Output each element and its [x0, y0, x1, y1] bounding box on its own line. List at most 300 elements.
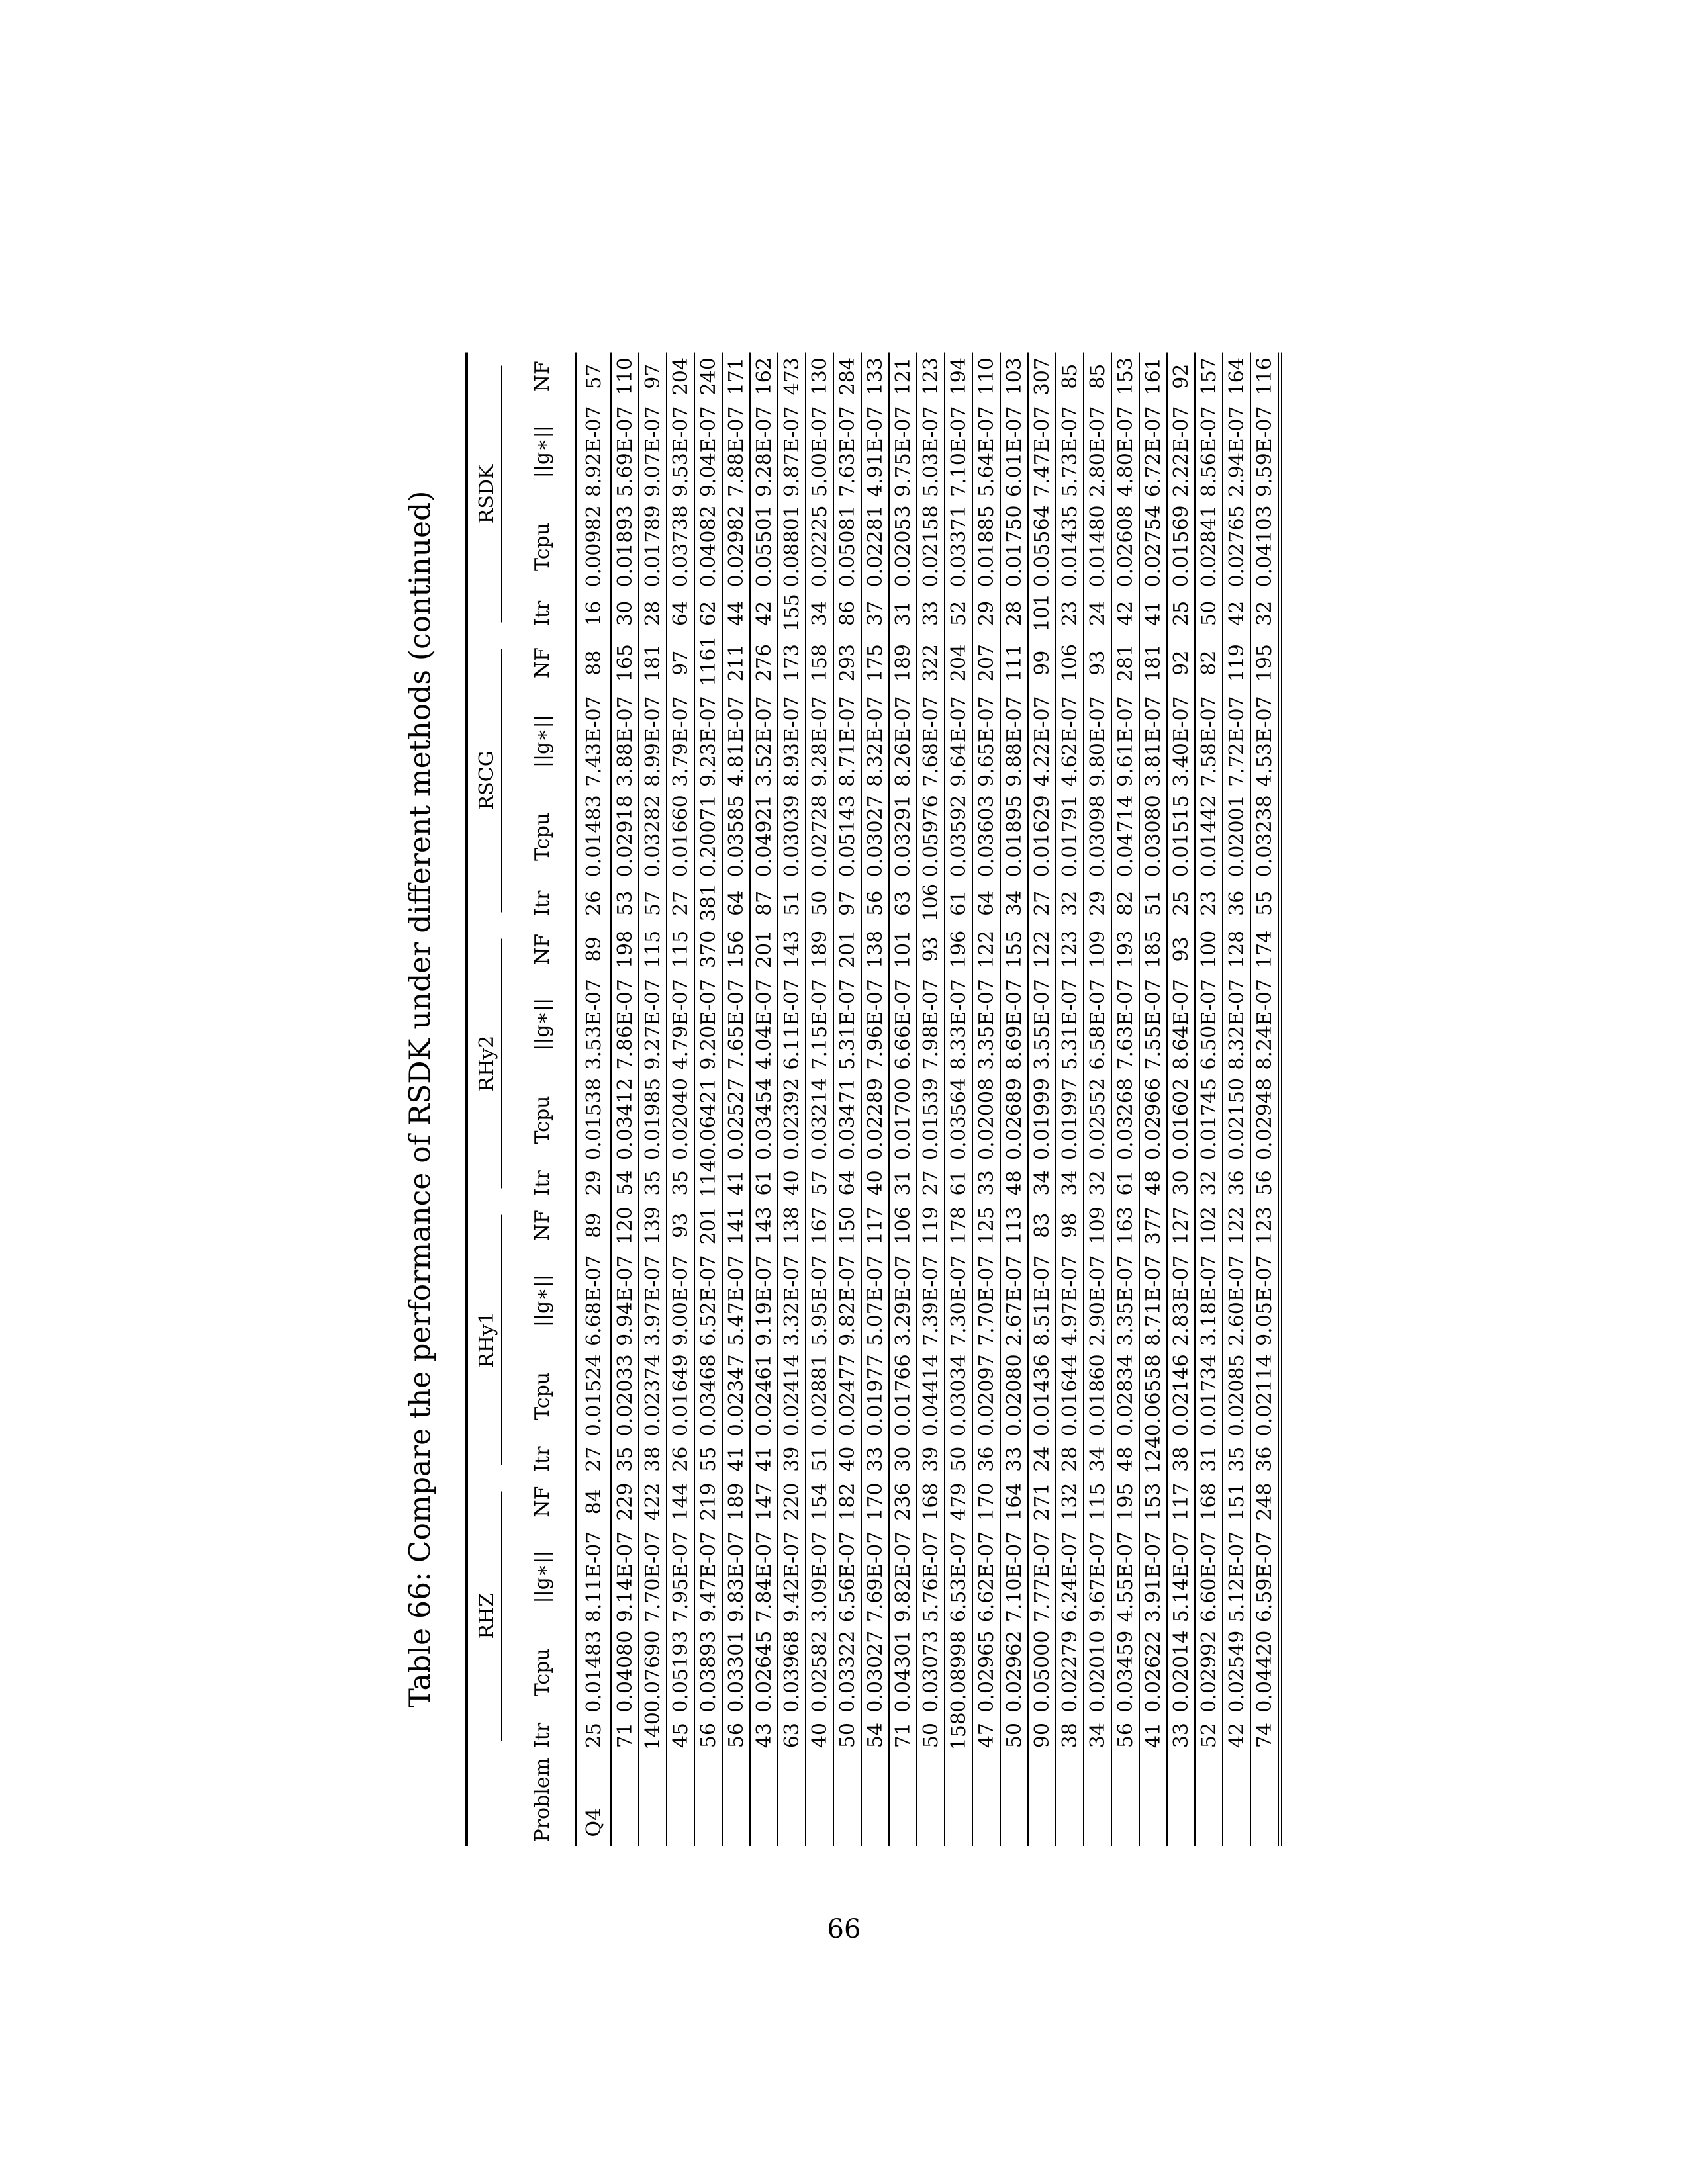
- cell-rhy2-itr: 32: [1195, 1164, 1223, 1202]
- cell-rhy1-itr: 28: [1056, 1440, 1084, 1478]
- cell-rhz-itr: 40: [806, 1717, 833, 1754]
- cell-rscg-itr: 53: [611, 881, 639, 925]
- cell-rhy1-itr: 35: [611, 1440, 639, 1478]
- cell-rsdk-tcpu: 0.01893: [611, 502, 639, 591]
- cell-rhy1-nf: 93: [667, 1202, 694, 1250]
- cell-rsdk-itr: 42: [1223, 591, 1250, 635]
- rotated-table-container: [465, 353, 1276, 1846]
- cell-rsdk-tcpu: 0.01569: [1167, 502, 1195, 591]
- cell-rhy1-gnorm: 3.32E-07: [778, 1250, 806, 1352]
- cell-rhy1-itr: 124: [1139, 1440, 1167, 1478]
- cell-rscg-gnorm: 3.40E-07: [1167, 690, 1195, 793]
- problem-cell: [1139, 1754, 1167, 1846]
- cell-rsdk-gnorm: 2.80E-07: [1084, 400, 1111, 503]
- cell-rscg-itr: 57: [639, 881, 667, 925]
- cell-rscg-itr: 51: [778, 881, 806, 925]
- table-row: [750, 353, 778, 1846]
- cell-rhy1-tcpu: 0.02347: [722, 1351, 750, 1440]
- table-row: [1111, 353, 1139, 1846]
- cell-rhz-nf: 170: [861, 1478, 889, 1525]
- cell-rhy2-nf: 155: [1000, 925, 1028, 973]
- problem-cell: [1250, 1754, 1280, 1846]
- column-header-nf: NF: [509, 1202, 577, 1250]
- table-caption: Table 66: Compare the performance of RSDK under different methods (continued): [403, 490, 438, 1708]
- cell-rsdk-tcpu: 0.02225: [806, 502, 833, 591]
- cell-rhy1-gnorm: 3.29E-07: [889, 1250, 917, 1352]
- column-header-nf: NF: [509, 353, 577, 400]
- problem-cell: [1111, 1754, 1139, 1846]
- cell-rhz-nf: 248: [1250, 1478, 1280, 1525]
- column-header-itr: Itr: [509, 1717, 577, 1754]
- cell-rhy1-itr: 33: [1000, 1440, 1028, 1478]
- cell-rhz-gnorm: 4.55E-07: [1111, 1525, 1139, 1628]
- cell-rsdk-gnorm: 5.73E-07: [1056, 400, 1084, 503]
- cell-rscg-nf: 99: [1028, 635, 1056, 690]
- cell-rsdk-gnorm: 6.01E-07: [1000, 400, 1028, 503]
- cell-rhy2-tcpu: 0.01539: [917, 1075, 945, 1164]
- cell-rhz-gnorm: 9.42E-07: [778, 1525, 806, 1628]
- cell-rhy2-itr: 34: [1056, 1164, 1084, 1202]
- cell-rsdk-tcpu: 0.02982: [722, 502, 750, 591]
- cell-rscg-tcpu: 0.02001: [1223, 792, 1250, 881]
- table-row: [639, 353, 667, 1846]
- table-row: [667, 353, 694, 1846]
- cell-rsdk-nf: 121: [889, 353, 917, 400]
- cell-rhy1-nf: 102: [1195, 1202, 1223, 1250]
- cell-rhy2-tcpu: 0.03471: [833, 1075, 861, 1164]
- cell-rhy1-itr: 39: [778, 1440, 806, 1478]
- cell-rhz-itr: 140: [639, 1717, 667, 1754]
- cell-rhy2-gnorm: 7.15E-07: [806, 973, 833, 1075]
- cell-rhy2-gnorm: 7.55E-07: [1139, 973, 1167, 1075]
- cell-rhy2-gnorm: 7.63E-07: [1111, 973, 1139, 1075]
- cell-rscg-nf: 1161: [694, 635, 722, 690]
- cell-rhy2-itr: 48: [1000, 1164, 1028, 1202]
- cell-rhz-nf: 229: [611, 1478, 639, 1525]
- problem-cell: [806, 1754, 833, 1846]
- cell-rscg-itr: 55: [1250, 881, 1280, 925]
- cell-rscg-tcpu: 0.05976: [917, 792, 945, 881]
- cell-rhy2-gnorm: 7.86E-07: [611, 973, 639, 1075]
- cell-rscg-gnorm: 7.43E-07: [577, 690, 612, 793]
- column-header-gnorm: ||g∗||: [509, 400, 577, 503]
- cell-rhy1-tcpu: 0.01649: [667, 1351, 694, 1440]
- cell-rsdk-nf: 473: [778, 353, 806, 400]
- cell-rhy1-itr: 39: [917, 1440, 945, 1478]
- problem-cell: [1084, 1754, 1111, 1846]
- cell-rhz-nf: 189: [722, 1478, 750, 1525]
- cell-rsdk-nf: 97: [639, 353, 667, 400]
- cell-rhy2-tcpu: 0.01985: [639, 1075, 667, 1164]
- cell-rsdk-gnorm: 7.10E-07: [945, 400, 972, 503]
- cell-rscg-itr: 56: [861, 881, 889, 925]
- cell-rhy1-tcpu: 0.02097: [972, 1351, 1000, 1440]
- cell-rhz-gnorm: 6.62E-07: [972, 1525, 1000, 1628]
- cell-rhy1-tcpu: 0.02881: [806, 1351, 833, 1440]
- cell-rsdk-gnorm: 7.63E-07: [833, 400, 861, 503]
- cell-rscg-nf: 165: [611, 635, 639, 690]
- page-number: 66: [827, 1914, 861, 1944]
- cell-rsdk-nf: 92: [1167, 353, 1195, 400]
- cell-rhy1-gnorm: 2.90E-07: [1084, 1250, 1111, 1352]
- cell-rhy2-nf: 100: [1195, 925, 1223, 973]
- group-label: RSCG: [475, 649, 502, 912]
- cell-rsdk-itr: 29: [972, 591, 1000, 635]
- cell-rsdk-itr: 155: [778, 591, 806, 635]
- cell-rscg-itr: 64: [722, 881, 750, 925]
- cell-rhy2-itr: 114: [694, 1164, 722, 1202]
- cell-rhz-itr: 63: [778, 1717, 806, 1754]
- cell-rhz-nf: 219: [694, 1478, 722, 1525]
- cell-rscg-gnorm: 4.62E-07: [1056, 690, 1084, 793]
- cell-rhy2-tcpu: 0.02289: [861, 1075, 889, 1164]
- cell-rscg-nf: 207: [972, 635, 1000, 690]
- cell-rsdk-itr: 30: [611, 591, 639, 635]
- cell-rscg-gnorm: 4.81E-07: [722, 690, 750, 793]
- cell-rsdk-nf: 157: [1195, 353, 1223, 400]
- cell-rhz-tcpu: 0.02622: [1139, 1628, 1167, 1717]
- cell-rsdk-gnorm: 6.72E-07: [1139, 400, 1167, 503]
- cell-rhy1-nf: 119: [917, 1202, 945, 1250]
- cell-rhz-gnorm: 6.24E-07: [1056, 1525, 1084, 1628]
- cell-rsdk-gnorm: 8.56E-07: [1195, 400, 1223, 503]
- cell-rsdk-gnorm: 9.28E-07: [750, 400, 778, 503]
- column-header-tcpu: Tcpu: [509, 792, 577, 881]
- cell-rscg-tcpu: 0.03039: [778, 792, 806, 881]
- cell-rhy1-itr: 36: [1250, 1440, 1280, 1478]
- table-row: [1084, 353, 1111, 1846]
- cell-rhy2-itr: 61: [945, 1164, 972, 1202]
- cell-rhy2-itr: 64: [833, 1164, 861, 1202]
- cell-rscg-nf: 175: [861, 635, 889, 690]
- problem-cell: [861, 1754, 889, 1846]
- cell-rhy1-gnorm: 2.83E-07: [1167, 1250, 1195, 1352]
- cell-rhy1-nf: 106: [889, 1202, 917, 1250]
- cell-rhy1-tcpu: 0.04414: [917, 1351, 945, 1440]
- table-row: [1028, 353, 1056, 1846]
- cell-rhz-nf: 170: [972, 1478, 1000, 1525]
- cell-rscg-tcpu: 0.01483: [577, 792, 612, 881]
- cell-rhy1-gnorm: 9.00E-07: [667, 1250, 694, 1352]
- cell-rhy1-nf: 201: [694, 1202, 722, 1250]
- cell-rsdk-nf: 85: [1084, 353, 1111, 400]
- column-header-itr: Itr: [509, 1440, 577, 1478]
- cell-rhy1-gnorm: 2.67E-07: [1000, 1250, 1028, 1352]
- cell-rhz-nf: 144: [667, 1478, 694, 1525]
- cell-rscg-nf: 173: [778, 635, 806, 690]
- column-header-itr: Itr: [509, 591, 577, 635]
- cell-rhy2-itr: 61: [750, 1164, 778, 1202]
- cell-rsdk-nf: 133: [861, 353, 889, 400]
- problem-cell: [1028, 1754, 1056, 1846]
- cell-rhy2-tcpu: 0.02689: [1000, 1075, 1028, 1164]
- cell-rhz-itr: 50: [917, 1717, 945, 1754]
- cell-rhz-tcpu: 0.05000: [1028, 1628, 1056, 1717]
- cell-rhz-nf: 147: [750, 1478, 778, 1525]
- cell-rhy1-itr: 30: [889, 1440, 917, 1478]
- results-table: [465, 353, 1282, 1846]
- table-row: [1195, 353, 1223, 1846]
- cell-rsdk-tcpu: 0.01750: [1000, 502, 1028, 591]
- cell-rhy1-nf: 167: [806, 1202, 833, 1250]
- cell-rhy1-gnorm: 3.18E-07: [1195, 1250, 1223, 1352]
- cell-rhz-itr: 33: [1167, 1717, 1195, 1754]
- cell-rhy1-gnorm: 7.70E-07: [972, 1250, 1000, 1352]
- cell-rhz-gnorm: 5.12E-07: [1223, 1525, 1250, 1628]
- cell-rhy2-gnorm: 6.50E-07: [1195, 973, 1223, 1075]
- cell-rscg-tcpu: 0.03282: [639, 792, 667, 881]
- cell-rhz-gnorm: 7.70E-07: [639, 1525, 667, 1628]
- cell-rhy2-nf: 89: [577, 925, 612, 973]
- cell-rscg-gnorm: 8.71E-07: [833, 690, 861, 793]
- cell-rhz-nf: 117: [1167, 1478, 1195, 1525]
- column-header-gnorm: ||g∗||: [509, 1250, 577, 1352]
- cell-rhz-tcpu: 0.05193: [667, 1628, 694, 1717]
- cell-rhy1-gnorm: 7.39E-07: [917, 1250, 945, 1352]
- cell-rhz-nf: 168: [1195, 1478, 1223, 1525]
- cell-rscg-gnorm: 3.81E-07: [1139, 690, 1167, 793]
- cell-rsdk-tcpu: 0.02841: [1195, 502, 1223, 591]
- cell-rhy2-nf: 115: [667, 925, 694, 973]
- cell-rhy1-itr: 50: [945, 1440, 972, 1478]
- cell-rhz-nf: 154: [806, 1478, 833, 1525]
- cell-rhy2-itr: 41: [722, 1164, 750, 1202]
- cell-rhy2-itr: 57: [806, 1164, 833, 1202]
- cell-rhy1-nf: 123: [1250, 1202, 1280, 1250]
- cell-rsdk-itr: 42: [1111, 591, 1139, 635]
- cell-rscg-nf: 195: [1250, 635, 1280, 690]
- table-row: [972, 353, 1000, 1846]
- table-row: [833, 353, 861, 1846]
- cell-rsdk-itr: 33: [917, 591, 945, 635]
- table-body: [577, 353, 1280, 1846]
- cell-rsdk-tcpu: 0.00982: [577, 502, 612, 591]
- cell-rhy2-nf: 115: [639, 925, 667, 973]
- column-header-problem: Problem: [509, 1754, 577, 1846]
- cell-rhy2-gnorm: 6.11E-07: [778, 973, 806, 1075]
- cell-rhy2-itr: 36: [1223, 1164, 1250, 1202]
- problem-cell: [1056, 1754, 1084, 1846]
- cell-rhy2-itr: 40: [778, 1164, 806, 1202]
- column-header-nf: NF: [509, 635, 577, 690]
- cell-rhy1-tcpu: 0.02414: [778, 1351, 806, 1440]
- cell-rhz-gnorm: 5.76E-07: [917, 1525, 945, 1628]
- cell-rhz-gnorm: 9.82E-07: [889, 1525, 917, 1628]
- group-header-rsdk: [467, 353, 509, 636]
- cell-rsdk-itr: 64: [667, 591, 694, 635]
- table-row: [917, 353, 945, 1846]
- cell-rhy2-nf: 201: [750, 925, 778, 973]
- cell-rhy1-gnorm: 9.19E-07: [750, 1250, 778, 1352]
- cell-rsdk-tcpu: 0.02158: [917, 502, 945, 591]
- cell-rhz-nf: 271: [1028, 1478, 1056, 1525]
- cell-rsdk-gnorm: 9.75E-07: [889, 400, 917, 503]
- cell-rhy2-nf: 156: [722, 925, 750, 973]
- problem-cell: [667, 1754, 694, 1846]
- cell-rhz-tcpu: 0.07690: [639, 1628, 667, 1717]
- group-label: RHy1: [475, 1215, 502, 1465]
- cell-rsdk-gnorm: 4.91E-07: [861, 400, 889, 503]
- cell-rsdk-tcpu: 0.05081: [833, 502, 861, 591]
- problem-cell: Q4: [577, 1754, 612, 1846]
- problem-cell: [778, 1754, 806, 1846]
- cell-rsdk-gnorm: 9.59E-07: [1250, 400, 1280, 503]
- cell-rhy1-itr: 55: [694, 1440, 722, 1478]
- cell-rhy1-tcpu: 0.02085: [1223, 1351, 1250, 1440]
- cell-rhy2-gnorm: 8.69E-07: [1000, 973, 1028, 1075]
- cell-rhz-nf: 115: [1084, 1478, 1111, 1525]
- cell-rscg-itr: 63: [889, 881, 917, 925]
- cell-rhz-nf: 153: [1139, 1478, 1167, 1525]
- cell-rscg-itr: 32: [1056, 881, 1084, 925]
- problem-cell: [750, 1754, 778, 1846]
- cell-rhz-itr: 54: [861, 1717, 889, 1754]
- cell-rhy1-gnorm: 7.30E-07: [945, 1250, 972, 1352]
- cell-rsdk-itr: 50: [1195, 591, 1223, 635]
- group-header-rhz: [467, 1478, 509, 1754]
- cell-rscg-gnorm: 7.68E-07: [917, 690, 945, 793]
- cell-rhy1-itr: 38: [1167, 1440, 1195, 1478]
- cell-rsdk-tcpu: 0.02765: [1223, 502, 1250, 591]
- cell-rhy2-nf: 138: [861, 925, 889, 973]
- cell-rsdk-tcpu: 0.02053: [889, 502, 917, 591]
- cell-rhz-itr: 90: [1028, 1717, 1056, 1754]
- cell-rhz-tcpu: 0.02010: [1084, 1628, 1111, 1717]
- cell-rsdk-tcpu: 0.02281: [861, 502, 889, 591]
- cell-rhz-itr: 43: [750, 1717, 778, 1754]
- cell-rhz-gnorm: 7.10E-07: [1000, 1525, 1028, 1628]
- cell-rhy1-tcpu: 0.02834: [1111, 1351, 1139, 1440]
- cell-rhy1-itr: 51: [806, 1440, 833, 1478]
- cell-rhy1-itr: 41: [722, 1440, 750, 1478]
- cell-rhz-nf: 182: [833, 1478, 861, 1525]
- cell-rhz-gnorm: 7.84E-07: [750, 1525, 778, 1628]
- cell-rsdk-gnorm: 9.04E-07: [694, 400, 722, 503]
- cell-rsdk-nf: 284: [833, 353, 861, 400]
- cell-rsdk-nf: 171: [722, 353, 750, 400]
- cell-rhy2-tcpu: 0.02552: [1084, 1075, 1111, 1164]
- cell-rsdk-itr: 32: [1250, 591, 1280, 635]
- cell-rhz-tcpu: 0.04301: [889, 1628, 917, 1717]
- cell-rhy2-itr: 29: [577, 1164, 612, 1202]
- problem-cell: [917, 1754, 945, 1846]
- cell-rhy1-nf: 83: [1028, 1202, 1056, 1250]
- cell-rhy1-gnorm: 9.94E-07: [611, 1250, 639, 1352]
- cell-rscg-nf: 181: [1139, 635, 1167, 690]
- cell-rhz-gnorm: 7.77E-07: [1028, 1525, 1056, 1628]
- cell-rhy1-itr: 48: [1111, 1440, 1139, 1478]
- cell-rhy1-tcpu: 0.02146: [1167, 1351, 1195, 1440]
- cell-rhy2-gnorm: 5.31E-07: [1056, 973, 1084, 1075]
- cell-rsdk-gnorm: 5.69E-07: [611, 400, 639, 503]
- cell-rscg-itr: 87: [750, 881, 778, 925]
- cell-rhz-tcpu: 0.04420: [1250, 1628, 1280, 1717]
- cell-rsdk-tcpu: 0.03738: [667, 502, 694, 591]
- cell-rhz-tcpu: 0.02582: [806, 1628, 833, 1717]
- cell-rhy2-gnorm: 8.24E-07: [1250, 973, 1280, 1075]
- cell-rscg-itr: 25: [1167, 881, 1195, 925]
- cell-rscg-tcpu: 0.01660: [667, 792, 694, 881]
- cell-rhz-gnorm: 6.59E-07: [1250, 1525, 1280, 1628]
- cell-rhz-gnorm: 7.69E-07: [861, 1525, 889, 1628]
- cell-rhy2-gnorm: 7.98E-07: [917, 973, 945, 1075]
- column-header-tcpu: Tcpu: [509, 1075, 577, 1164]
- cell-rscg-tcpu: 0.05143: [833, 792, 861, 881]
- cell-rhz-tcpu: 0.03322: [833, 1628, 861, 1717]
- cell-rscg-nf: 93: [1084, 635, 1111, 690]
- cell-rscg-itr: 82: [1111, 881, 1139, 925]
- cell-rhz-gnorm: 9.83E-07: [722, 1525, 750, 1628]
- cell-rscg-nf: 204: [945, 635, 972, 690]
- cell-rsdk-tcpu: 0.04082: [694, 502, 722, 591]
- cell-rhy1-nf: 178: [945, 1202, 972, 1250]
- column-header-itr: Itr: [509, 881, 577, 925]
- cell-rsdk-itr: 37: [861, 591, 889, 635]
- cell-rhy2-nf: 174: [1250, 925, 1280, 973]
- cell-rscg-itr: 23: [1195, 881, 1223, 925]
- cell-rhy1-nf: 109: [1084, 1202, 1111, 1250]
- cell-rhz-gnorm: 6.60E-07: [1195, 1525, 1223, 1628]
- cell-rscg-nf: 92: [1167, 635, 1195, 690]
- cell-rhz-gnorm: 6.53E-07: [945, 1525, 972, 1628]
- cell-rhy1-itr: 26: [667, 1440, 694, 1478]
- group-header-rhy1: [467, 1202, 509, 1478]
- cell-rhz-itr: 34: [1084, 1717, 1111, 1754]
- cell-rsdk-itr: 52: [945, 591, 972, 635]
- column-header-row: [509, 353, 577, 1846]
- group-header-rhy2: [467, 925, 509, 1201]
- cell-rscg-nf: 322: [917, 635, 945, 690]
- cell-rhy2-itr: 35: [639, 1164, 667, 1202]
- cell-rhz-nf: 236: [889, 1478, 917, 1525]
- cell-rsdk-nf: 194: [945, 353, 972, 400]
- cell-rsdk-gnorm: 9.53E-07: [667, 400, 694, 503]
- cell-rsdk-gnorm: 4.80E-07: [1111, 400, 1139, 503]
- cell-rsdk-gnorm: 7.88E-07: [722, 400, 750, 503]
- cell-rsdk-nf: 153: [1111, 353, 1139, 400]
- cell-rscg-gnorm: 9.23E-07: [694, 690, 722, 793]
- cell-rhy1-nf: 138: [778, 1202, 806, 1250]
- cell-rhy1-tcpu: 0.01860: [1084, 1351, 1111, 1440]
- cell-rsdk-gnorm: 9.07E-07: [639, 400, 667, 503]
- cell-rhy1-nf: 150: [833, 1202, 861, 1250]
- cell-rscg-gnorm: 9.61E-07: [1111, 690, 1139, 793]
- cell-rsdk-itr: 25: [1167, 591, 1195, 635]
- cell-rhy1-nf: 120: [611, 1202, 639, 1250]
- cell-rhy2-gnorm: 6.66E-07: [889, 973, 917, 1075]
- column-header-tcpu: Tcpu: [509, 502, 577, 591]
- cell-rscg-tcpu: 0.03291: [889, 792, 917, 881]
- cell-rhy2-nf: 128: [1223, 925, 1250, 973]
- cell-rhy2-itr: 56: [1250, 1164, 1280, 1202]
- cell-rhy1-itr: 34: [1084, 1440, 1111, 1478]
- problem-cell: [1167, 1754, 1195, 1846]
- cell-rhy2-tcpu: 0.02040: [667, 1075, 694, 1164]
- cell-rsdk-itr: 31: [889, 591, 917, 635]
- cell-rhz-itr: 25: [577, 1717, 612, 1754]
- cell-rhy2-itr: 48: [1139, 1164, 1167, 1202]
- cell-rhy1-gnorm: 3.97E-07: [639, 1250, 667, 1352]
- cell-rhy2-nf: 122: [972, 925, 1000, 973]
- cell-rhz-nf: 422: [639, 1478, 667, 1525]
- table-row: [861, 353, 889, 1846]
- cell-rhy2-gnorm: 7.65E-07: [722, 973, 750, 1075]
- cell-rhy1-nf: 89: [577, 1202, 612, 1250]
- cell-rscg-tcpu: 0.03238: [1250, 792, 1280, 881]
- cell-rhz-itr: 45: [667, 1717, 694, 1754]
- cell-rhz-nf: 84: [577, 1478, 612, 1525]
- cell-rhy1-nf: 139: [639, 1202, 667, 1250]
